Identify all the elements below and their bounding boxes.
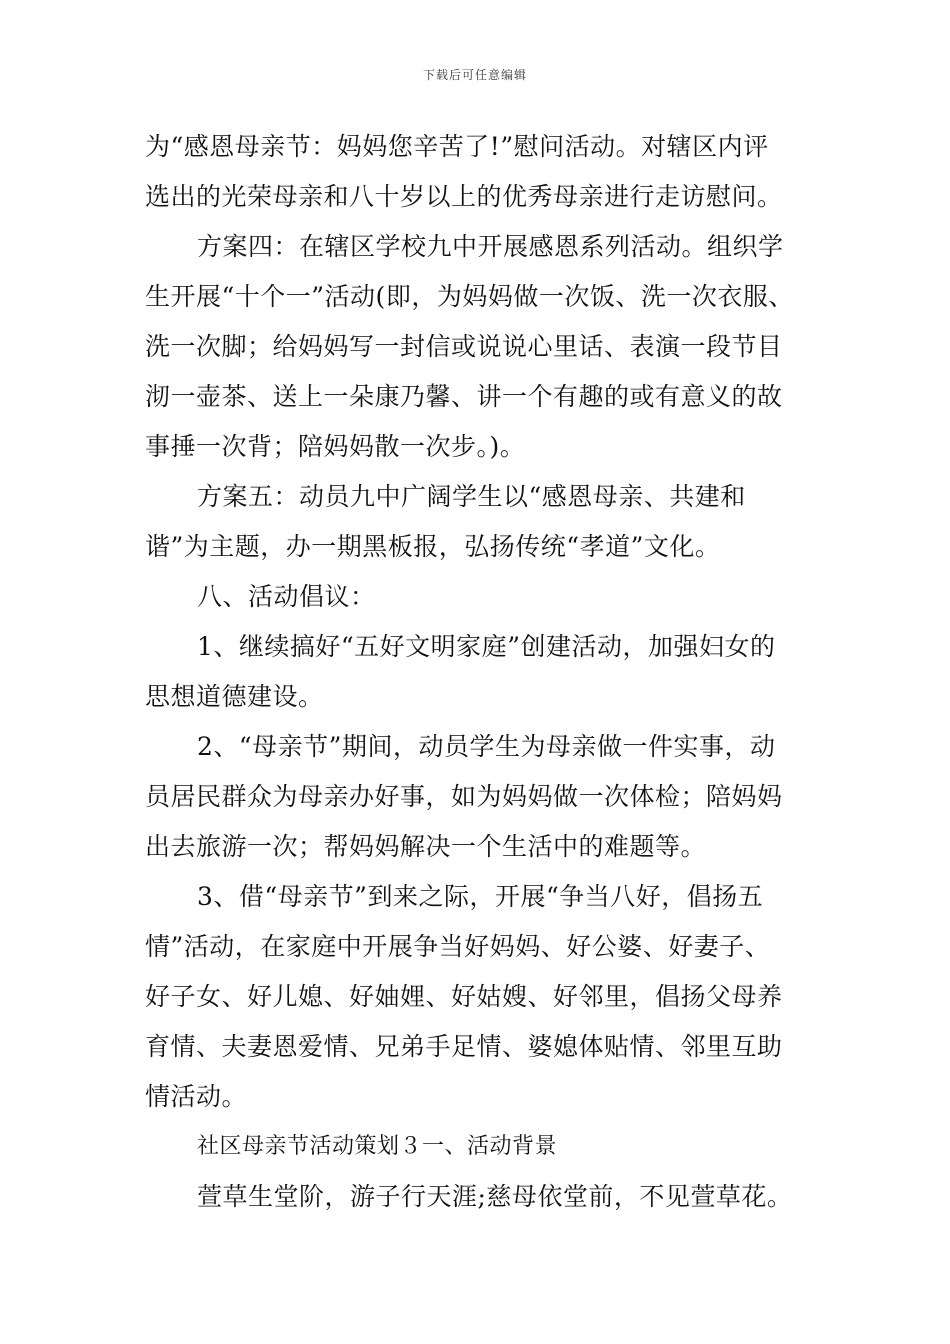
body-line: 员居民群众为母亲办好事，如为妈妈做一次体检；陪妈妈 [145,782,783,811]
poem-line: 萱草生堂阶，游子行天涯;慈母依堂前，不见萱草花。 [197,1182,793,1211]
paragraph-plan-five: 方案五：动员九中广阔学生以“感恩母亲、共建和 [197,482,746,511]
body-line: 沏一壶茶、送上一朵康乃馨、讲一个有趣的或有意义的故 [145,382,783,411]
paragraph-plan-four: 方案四：在辖区学校九中开展感恩系列活动。组织学 [197,232,784,261]
body-line: 育情、夫妻恩爱情、兄弟手足情、婆媳体贴情、邻里互助 [145,1032,783,1061]
body-line: 选出的光荣母亲和八十岁以上的优秀母亲进行走访慰问。 [145,182,783,211]
initiative-item-1: 1、继续搞好“五好文明家庭”创建活动，加强妇女的 [197,632,776,661]
body-line: 好子女、好儿媳、好妯娌、好姑嫂、好邻里，倡扬父母养 [145,982,783,1011]
page-header-note: 下载后可任意编辑 [422,68,527,82]
body-line: 事捶一次背；陪妈妈散一次步。)。 [145,432,526,461]
body-line: 情”活动，在家庭中开展争当好妈妈、好公婆、好妻子、 [145,932,771,961]
section-title-plan-3: 社区母亲节活动策划３一、活动背景 [197,1134,558,1159]
initiative-item-3: 3、借“母亲节”到来之际，开展“争当八好，倡扬五 [197,882,764,911]
body-line: 谐”为主题，办一期黑板报，弘扬传统“孝道”文化。 [145,532,721,561]
body-line: 生开展“十个一”活动(即，为妈妈做一次饭、洗一次衣服、 [145,282,794,311]
section-heading-initiatives: 八、活动倡议： [197,582,376,611]
body-line: 思想道德建设。 [145,682,324,711]
body-line: 洗一次脚；给妈妈写一封信或说说心里话、表演一段节目 [145,332,783,361]
body-line: 情活动。 [145,1082,248,1111]
body-line: 为“感恩母亲节：妈妈您辛苦了!”慰问活动。对辖区内评 [145,132,769,161]
body-line: 出去旅游一次；帮妈妈解决一个生活中的难题等。 [145,832,707,861]
initiative-item-2: 2、“母亲节”期间，动员学生为母亲做一件实事，动 [197,732,776,761]
document-body [145,122,805,1222]
